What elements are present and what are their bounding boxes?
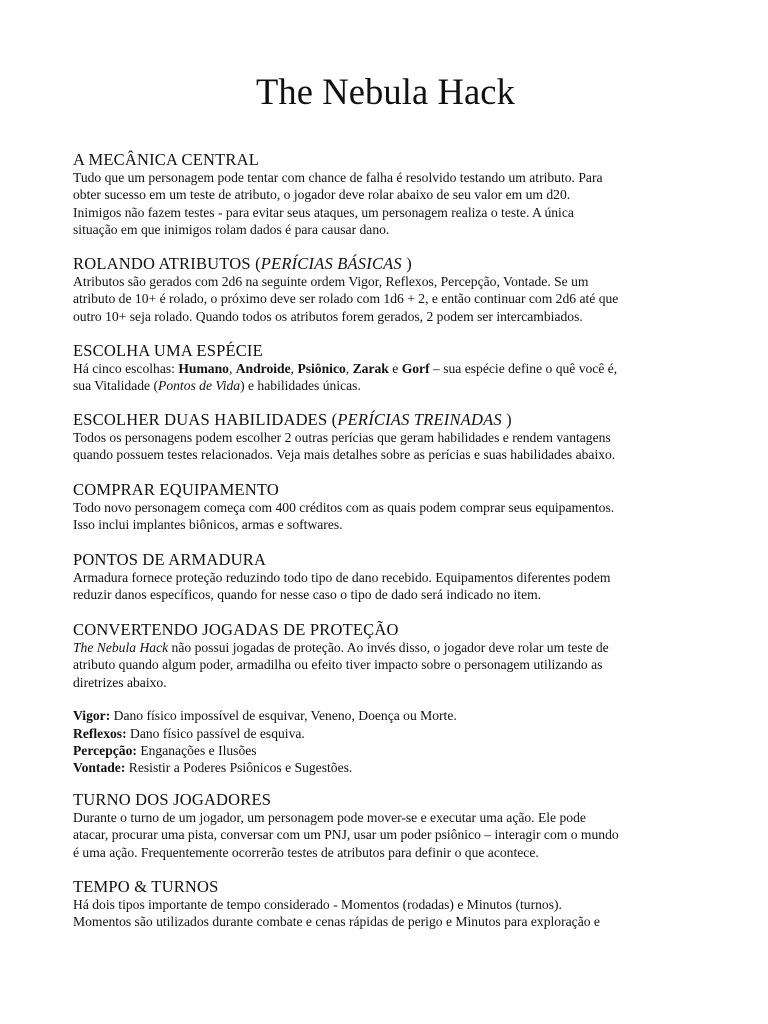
body-line: reduzir danos específicos, quando for nesse caso o tipo de dado será indicado no item. bbox=[73, 587, 542, 603]
paragraph-gap bbox=[73, 691, 698, 707]
species-android: Androide bbox=[235, 361, 291, 376]
heading-italic: PERÍCIAS TREINADAS bbox=[337, 410, 502, 429]
attribute-label: Percepção: bbox=[73, 743, 137, 759]
heading-suffix: ) bbox=[501, 410, 512, 429]
section-rolling-attributes bbox=[73, 254, 698, 325]
section-body bbox=[73, 169, 698, 239]
body-line: Há dois tipos importante de tempo considerado - Momentos (rodadas) e Minutos (turnos). bbox=[73, 897, 562, 912]
body-line: Todos os personagens podem escolher 2 outras perícias que geram habilidades e rendem vantagens bbox=[73, 430, 611, 445]
species-zarak: Zarak bbox=[352, 361, 389, 376]
text-italic: Pontos de Vida bbox=[158, 378, 241, 394]
body-line: diretrizes abaixo. bbox=[73, 674, 167, 690]
body-line: atacar, procurar uma pista, conversar com um PNJ, usar um poder psiônico – interagir com o mundo bbox=[73, 827, 619, 843]
text-run: – sua espécie define o quê você é, bbox=[429, 361, 618, 376]
body-line: Todo novo personagem começa com 400 créditos com as quais podem comprar seus equipamentos. bbox=[73, 500, 615, 515]
body-line: atributo quando algum poder, armadilha ou efeito tiver impacto sobre o personagem utilizando as bbox=[73, 657, 603, 673]
heading-italic: PERÍCIAS BÁSICAS bbox=[260, 254, 402, 273]
body-line: Tudo que um personagem pode tentar com chance de falha é resolvido testando um atributo. Para bbox=[73, 170, 603, 185]
section-heading bbox=[73, 410, 698, 429]
text-run: sua Vitalidade ( bbox=[73, 378, 159, 394]
body-line: Momentos são utilizados durante combate e cenas rápidas de perigo e Minutos para exploração e bbox=[73, 914, 600, 930]
section-player-turn bbox=[73, 790, 698, 861]
text-run: Há cinco escolhas: bbox=[73, 361, 179, 376]
body-line: quando possuem testes relacionados. Veja mais detalhes sobre as perícias e suas habilidades abaixo. bbox=[73, 447, 616, 463]
section-heading: CONVERTENDO JOGADAS DE PROTEÇÃO bbox=[73, 620, 399, 639]
section-core-mechanic bbox=[73, 150, 698, 239]
text-run: não possui jogadas de proteção. Ao invés disso, o jogador deve rolar um teste de bbox=[168, 640, 609, 655]
attribute-text: Resistir a Poderes Psiônicos e Sugestões. bbox=[125, 760, 353, 776]
attribute-item bbox=[73, 742, 698, 759]
heading-prefix: ESCOLHER DUAS HABILIDADES ( bbox=[73, 410, 338, 429]
section-converting-saves bbox=[73, 620, 698, 777]
section-body bbox=[73, 569, 698, 604]
section-heading: TEMPO & TURNOS bbox=[73, 877, 219, 896]
heading-suffix: ) bbox=[401, 254, 412, 273]
body-line: Isso inclui implantes biônicos, armas e softwares. bbox=[73, 517, 343, 533]
attribute-label: Vigor: bbox=[73, 708, 111, 724]
section-heading: TURNO DOS JOGADORES bbox=[73, 790, 272, 809]
section-choose-skills bbox=[73, 410, 698, 464]
section-body bbox=[73, 809, 698, 861]
attribute-label: Vontade: bbox=[73, 760, 126, 776]
body-line: Durante o turno de um jogador, um personagem pode mover-se e executar uma ação. Ele pode bbox=[73, 810, 586, 825]
section-heading: ESCOLHA UMA ESPÉCIE bbox=[73, 341, 263, 360]
body-line: Atributos são gerados com 2d6 na seguinte ordem Vigor, Reflexos, Percepção, Vontade. Se um bbox=[73, 274, 589, 289]
section-body bbox=[73, 639, 698, 691]
body-line: situação em que inimigos rolam dados é para causar dano. bbox=[73, 222, 390, 238]
body-line: outro 10+ seja rolado. Quando todos os atributos forem gerados, 2 podem ser intercambiados. bbox=[73, 308, 583, 324]
section-time-turns bbox=[73, 877, 698, 931]
species-human: Humano bbox=[178, 361, 229, 376]
section-buy-equipment bbox=[73, 480, 698, 534]
species-psionic: Psiônico bbox=[297, 361, 346, 376]
attribute-text: Enganações e Ilusões bbox=[136, 743, 257, 759]
body-line bbox=[73, 360, 698, 377]
heading-prefix: ROLANDO ATRIBUTOS ( bbox=[73, 254, 261, 273]
section-choose-species bbox=[73, 341, 698, 395]
separator: , bbox=[290, 361, 298, 376]
body-line bbox=[73, 639, 698, 656]
separator: , bbox=[228, 361, 236, 376]
body-line bbox=[73, 377, 698, 394]
attribute-item bbox=[73, 725, 698, 742]
body-line: obter sucesso em um teste de atributo, o jogador deve rolar abaixo de seu valor em um d20. bbox=[73, 187, 571, 203]
section-heading: COMPRAR EQUIPAMENTO bbox=[73, 480, 279, 499]
section-heading: A MECÂNICA CENTRAL bbox=[73, 150, 260, 169]
separator: e bbox=[388, 361, 402, 376]
section-body bbox=[73, 896, 698, 931]
text-italic: The Nebula Hack bbox=[73, 640, 169, 655]
attribute-label: Reflexos: bbox=[73, 725, 127, 741]
section-heading: PONTOS DE ARMADURA bbox=[73, 550, 267, 569]
document-title: The Nebula Hack bbox=[256, 71, 515, 112]
section-armor-points bbox=[73, 550, 698, 604]
text-run: ) e habilidades únicas. bbox=[240, 378, 361, 394]
section-heading bbox=[73, 254, 698, 273]
body-line: Inimigos não fazem testes - para evitar seus ataques, um personagem realiza o teste. A única bbox=[73, 204, 574, 220]
attribute-item bbox=[73, 759, 698, 776]
section-body bbox=[73, 499, 698, 534]
attribute-item bbox=[73, 707, 698, 724]
body-line: é uma ação. Frequentemente ocorrerão testes de atributos para definir o que acontece. bbox=[73, 844, 539, 860]
section-body bbox=[73, 360, 698, 395]
separator: , bbox=[345, 361, 353, 376]
attribute-list bbox=[73, 707, 698, 777]
body-line: Armadura fornece proteção reduzindo todo tipo de dano recebido. Equipamentos diferentes podem bbox=[73, 570, 611, 585]
species-gorf: Gorf bbox=[401, 361, 430, 376]
section-body bbox=[73, 273, 698, 325]
attribute-text: Dano físico passível de esquiva. bbox=[126, 725, 305, 741]
attribute-text: Dano físico impossível de esquivar, Veneno, Doença ou Morte. bbox=[110, 708, 457, 724]
section-body bbox=[73, 429, 698, 464]
body-line: atributo de 10+ é rolado, o próximo deve ser rolado com 1d6 + 2, e então continuar com 2d6 até que bbox=[73, 291, 619, 307]
